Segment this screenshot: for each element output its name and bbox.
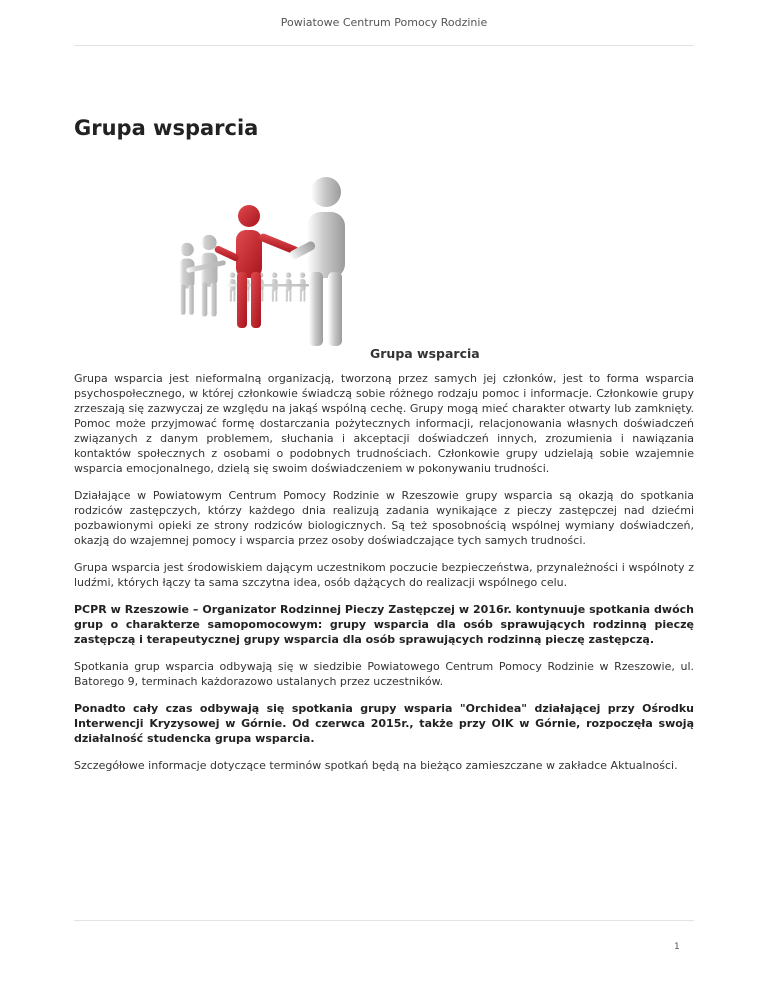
paragraph: Grupa wsparcia jest środowiskiem dającym uczestnikom poczucie bezpieczeństwa, przynależności i wspólnoty z ludźmi, których łączy ta sama szczytna idea, osób dążących do realizacji wspólnego celu.: [74, 561, 694, 589]
page-header: [74, 0, 694, 46]
paragraph: Spotkania grup wsparcia odbywają się w siedzibie Powiatowego Centrum Pomocy Rodzinie w Rzeszowie, ul. Batorego 9, terminach każdorazowo ustalanych przez uczestników.: [74, 660, 694, 688]
footer-divider: [74, 920, 694, 921]
people-holding-hands-illustration: [164, 154, 364, 354]
paragraph: Szczegółowe informacje dotyczące terminów spotkań będą na bieżąco zamieszczane w zakładce Aktualności.: [74, 759, 678, 772]
article-body: [74, 371, 694, 785]
page-title: Grupa wsparcia: [74, 116, 259, 140]
figure-caption: Grupa wsparcia: [370, 346, 480, 361]
site-title: Powiatowe Centrum Pomocy Rodzinie: [280, 16, 488, 29]
page-number: 1: [674, 942, 680, 952]
paragraph-bold: PCPR w Rzeszowie – Organizator Rodzinnej Pieczy Zastępczej w 2016r. kontynuuje spotkania dwóch grup o charakterze samopomocowym: grupy wsparcia dla osób sprawujących rodzinną pieczę zastępczą i terapeutycznej grupy wsparcia dla osób sprawujących rodzinną pieczę zastępczą.: [74, 603, 694, 646]
paragraph-bold: Ponadto cały czas odbywają się spotkania grupy wsparia "Orchidea" działającej przy Ośrodku Interwencji Kryzysowej w Górnie. Od czerwca 2015r., także przy OIK w Górnie, rozpoczęła swoją działalność studencka grupa wsparcia.: [74, 702, 694, 745]
paragraph: Działające w Powiatowym Centrum Pomocy Rodzinie w Rzeszowie grupy wsparcia są okazją do spotkania rodziców zastępczych, którzy każdego dnia realizują zadania wynikające z pieczy zastępczej nad dziećmi pozbawionymi opieki ze strony rodziców biologicznych. Są też sposobnością wspólnej wymiany doświadczeń, okazją do wzajemnej pomocy i wsparcia przez osoby doświadczające tych samych trudności.: [74, 489, 694, 547]
paragraph: Grupa wsparcia jest nieformalną organizacją, tworzoną przez samych jej członków, jest to forma wsparcia psychospołecznego, w której członkowie świadczą sobie różnego rodzaju pomoc i informacje. Członkowie grupy zrzeszają się zazwyczaj ze względu na jakąś wspólną cechę. Grupy mogą mieć charakter otwarty lub zamknięty. Pomoc może przyjmować formę dostarczania pożytecznych informacji, relacjonowania własnych doświadczeń związanych z danym problemem, słuchania i akceptacji doświadczeń innych, zrozumienia i nawiązania kontaktów społecznych z osobami o podobnych trudnościach. Członkowie grupy udzielają sobie wzajemnie wsparcia emocjonalnego, dzielą się swoim doświadczeniem w pokonywaniu trudności.: [74, 372, 694, 475]
